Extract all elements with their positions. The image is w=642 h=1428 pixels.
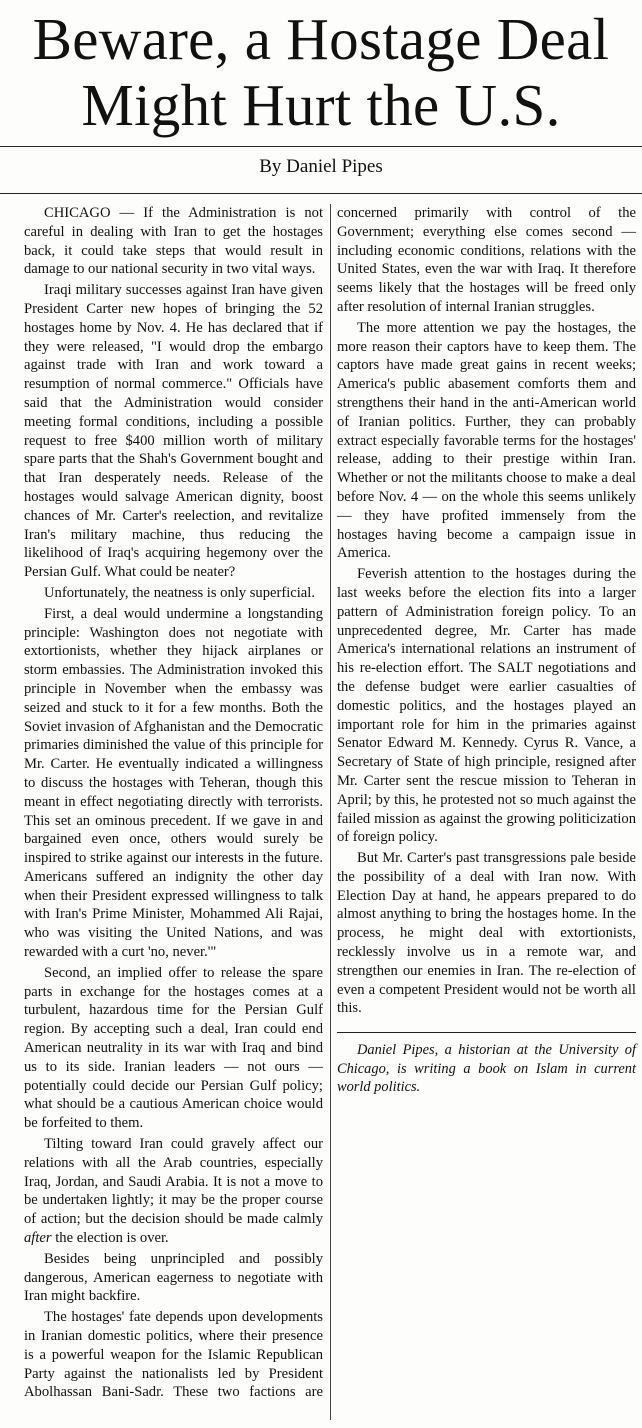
paragraph-7 [24,1250,323,1306]
headline-line-2: Might Hurt the U.S. [81,72,561,138]
author-tagline: Daniel Pipes, a historian at the University of Chicago, is writing a book on Islam in current world politics. [337,1032,636,1096]
paragraph-text: CHICAGO — If the Administration is not careful in dealing with Iran to get the hostages back, it could take steps that would result in damage to our national security in two vital ways. [24,205,323,278]
paragraph-2 [24,281,323,582]
paragraph-1 [24,204,323,279]
byline-rule [0,193,642,194]
article-body [24,204,636,1420]
paragraph-4 [24,605,323,962]
paragraph-text: Iraqi military successes against Iran have given President Carter new hopes of bringing the 52 hostages home by Nov. 4. He has declared that if they were released, "I would drop the embargo against trade with Iran and work toward a resumption of normal commerce." Officials have said that the Administration would consider meeting formal conditions, including a possible request to free $400 million worth of military spare parts that the Shah's Government bought and that Iran desperately needs. Release of the hostages would salvage American dignity, boost chances of Mr. Carter's reelection, and revitalize Iran's military machine, thus reducing the likelihood of Iraq's acquiring hegemony over the Persian Gulf. What could be neater? [24,282,323,581]
paragraph-11 [337,849,636,1018]
paragraph-text: Unfortunately, the neatness is only superficial. [44,584,315,601]
paragraph-text: Second, an implied offer to release the spare parts in exchange for the hostages comes at a turbulent, hazardous time for the Persian Gulf region. By accepting such a deal, Iran could end American neutrality in its war with Iraq and bind us to its side. Iranian leaders — not ours — potentially could decide our Persian Gulf policy; what should be a cautious American choice would be forfeited to them. [24,964,323,1132]
paragraph-text: First, a deal would undermine a longstanding principle: Washington does not negotiate with extortionists, whether they hijack airplanes or storm embassies. The Administration invoked this principle in November when the embassy was seized and stuck to it for a few months. Both the Soviet invasion of Afghanistan and the Democratic primaries diminished the value of this principle for Mr. Carter. He eventually indicated a willingness to discuss the hostages with Teheran, though this meant in effect negotiating directly with terrorists. This set an ominous precedent. If we gave in and bargained even once, others would surely be inspired to strike against our interests in the future. Americans suffered an indignity the other day when their President expressed willingness to talk with Iran's Prime Minister, Mohammed Ali Rajai, who was visiting the United Nations, and was rewarded with a curt 'no, never.'" [24,605,323,961]
paragraph-text: The hostages' fate depends upon developments in Iranian domestic politics, where their presence is a powerful weapon for the Islamic Republican Party against the nationalists led by President Abolhassan Bani-Sadr. These two factions are concerned primarily with control of the Government; everything else comes second — including economic conditions, relations with the United States, even the war with Iraq. It therefore seems likely that the hostages will be freed only after resolution of internal Iranian struggles. [24,205,636,1401]
paragraph-text: But Mr. Carter's past transgressions pale beside the possibility of a deal with Iran now. With Election Day at hand, he appears prepared to do almost anything to bring the hostages home. In the process, he might deal with extortionists, recklessly involve us in a remote war, and strengthen our enemies in Iran. The re-election of even a competent President would not be worth all this. [337,850,636,1017]
paragraph-text: the election is over. [51,1230,169,1247]
paragraph-text: Tilting toward Iran could gravely affect our relations with all the Arab countries, especially Iraq, Jordan, and Saudi Arabia. It is not a move to be undertaken lightly; it may be the proper course of action; but the decision should be made calmly [24,1136,323,1228]
paragraph-6 [24,1135,323,1248]
paragraph-text: Besides being unprincipled and possibly dangerous, American eagerness to negotiate with Iran might backfire. [24,1250,323,1305]
paragraph-10 [337,565,636,847]
headline-line-1: Beware, a Hostage Deal [32,6,610,72]
paragraph-text: Feverish attention to the hostages during the last weeks before the election fits into a larger pattern of Administration foreign policy. To an unprecedented degree, Mr. Carter has made America's international relations an instrument of his re-election effort. The SALT negotiations and the defense budget were earlier casualties of domestic politics, and the hostages played an important role for him in the primaries against Senator Edward M. Kennedy. Cyrus R. Vance, a Secretary of State of high principle, resigned after Mr. Carter sent the rescue mission to Teheran in April; by this, he protested not so much against the failed mission as against the growing politicization of foreign policy. [337,566,636,846]
paragraph-3 [24,584,323,603]
emphasis-text: after [24,1230,52,1247]
paragraph-5 [24,964,323,1133]
paragraph-text: The more attention we pay the hostages, the more reason their captors have to keep them. The captors have made great gains in recent weeks; America's public abasement comforts them and strengthens their hand in the anti-American world of Iranian politics. Further, they can probably extract especially favorable terms for the hostages' release, adding to their prestige within Iran. Whether or not the militants choose to make a deal before Nov. 4 — on the whole this seems unlikely — they have profited immensely from the hostages having become a campaign issue in America. [337,319,636,562]
byline: By Daniel Pipes [259,156,383,177]
headline [0,6,642,138]
paragraph-9 [337,319,636,563]
headline-rule [0,146,642,147]
